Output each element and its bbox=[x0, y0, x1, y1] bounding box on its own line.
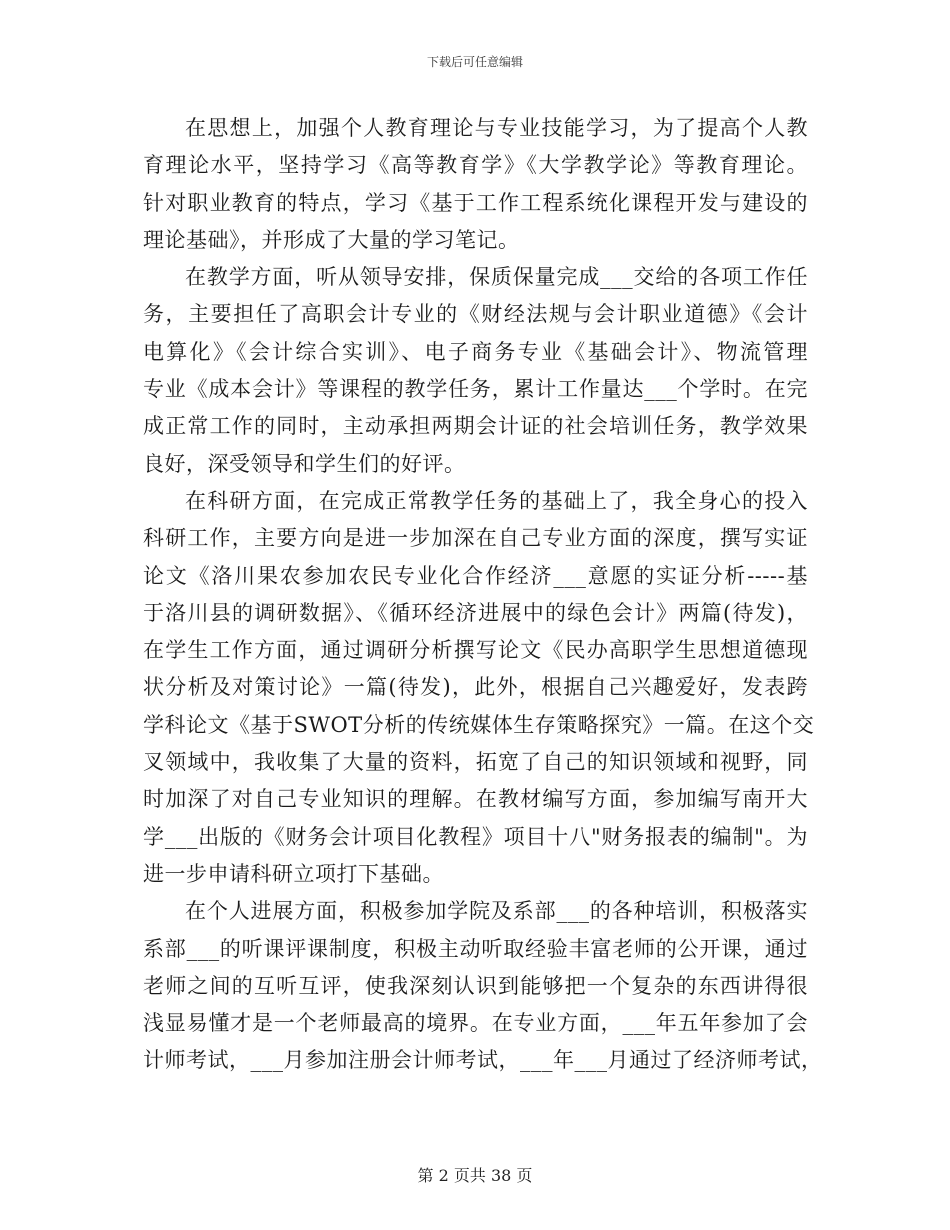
text-line: 在科研方面，在完成正常教学任务的基础上了，我全身心的投入 bbox=[185, 488, 808, 513]
text-line: 专业《成本会计》等课程的教学任务，累计工作量达___个学时。在完 bbox=[143, 377, 808, 402]
text-line: 状分析及对策讨论》一篇(待发)，此外，根据自己兴趣爱好，发表跨 bbox=[143, 675, 808, 700]
text-line: 叉领域中，我收集了大量的资料，拓宽了自己的知识领域和视野，同 bbox=[143, 750, 808, 775]
text-line: 时加深了对自己专业知识的理解。在教材编写方面，参加编写南开大 bbox=[143, 787, 808, 812]
text-line: 电算化》《会计综合实训》、电子商务专业《基础会计》、物流管理 bbox=[143, 339, 808, 364]
text-line: 计师考试，___月参加注册会计师考试，___年___月通过了经济师考试， bbox=[143, 1048, 823, 1073]
text-line: 理论基础》，并形成了大量的学习笔记。 bbox=[143, 227, 520, 252]
text-line: 论文《洛川果农参加农民专业化合作经济___意愿的实证分析-----基 bbox=[143, 563, 808, 588]
page-footer: 第 2 页共 38 页 bbox=[417, 1166, 533, 1185]
paragraph-teaching bbox=[143, 259, 808, 483]
paragraph-personal-development bbox=[143, 893, 823, 1079]
document-body bbox=[143, 110, 823, 1080]
paragraph-thinking bbox=[143, 110, 808, 259]
text-line: 成正常工作的同时，主动承担两期会计证的社会培训任务，教学效果 bbox=[143, 414, 808, 439]
text-line: 学科论文《基于SWOT分析的传统媒体生存策略探究》一篇。在这个交 bbox=[143, 712, 815, 737]
text-line: 老师之间的互听互评，使我深刻认识到能够把一个复杂的东西讲得很 bbox=[143, 973, 808, 998]
text-line: 良好，深受领导和学生们的好评。 bbox=[143, 451, 466, 476]
text-line: 在教学方面，听从领导安排，保质保量完成___交给的各项工作任 bbox=[185, 265, 808, 290]
text-line: 系部___的听课评课制度，积极主动听取经验丰富老师的公开课，通过 bbox=[143, 936, 808, 961]
text-line: 育理论水平，坚持学习《高等教育学》《大学教学论》等教育理论。 bbox=[143, 153, 808, 178]
text-line: 科研工作，主要方向是进一步加深在自己专业方面的深度，撰写实证 bbox=[143, 526, 808, 551]
page-header: 下载后可任意编辑 bbox=[426, 55, 523, 69]
paragraph-research bbox=[143, 483, 815, 893]
text-line: 在个人进展方面，积极参加学院及系部___的各种培训，积极落实 bbox=[185, 899, 808, 924]
text-line: 于洛川县的调研数据》、《循环经济进展中的绿色会计》两篇(待发)， bbox=[143, 600, 808, 625]
text-line: 学___出版的《财务会计项目化教程》项目十八"财务报表的编制"。为 bbox=[143, 824, 808, 849]
text-line: 浅显易懂才是一个老师最高的境界。在专业方面，___年五年参加了会 bbox=[143, 1011, 808, 1036]
text-line: 进一步申请科研立项打下基础。 bbox=[143, 861, 444, 886]
text-line: 在思想上，加强个人教育理论与专业技能学习，为了提高个人教 bbox=[185, 116, 808, 140]
text-line: 在学生工作方面，通过调研分析撰写论文《民办高职学生思想道德现 bbox=[143, 638, 808, 663]
text-line: 务，主要担任了高职会计专业的《财经法规与会计职业道德》《会计 bbox=[143, 302, 808, 327]
text-line: 针对职业教育的特点，学习《基于工作工程系统化课程开发与建设的 bbox=[143, 190, 808, 215]
